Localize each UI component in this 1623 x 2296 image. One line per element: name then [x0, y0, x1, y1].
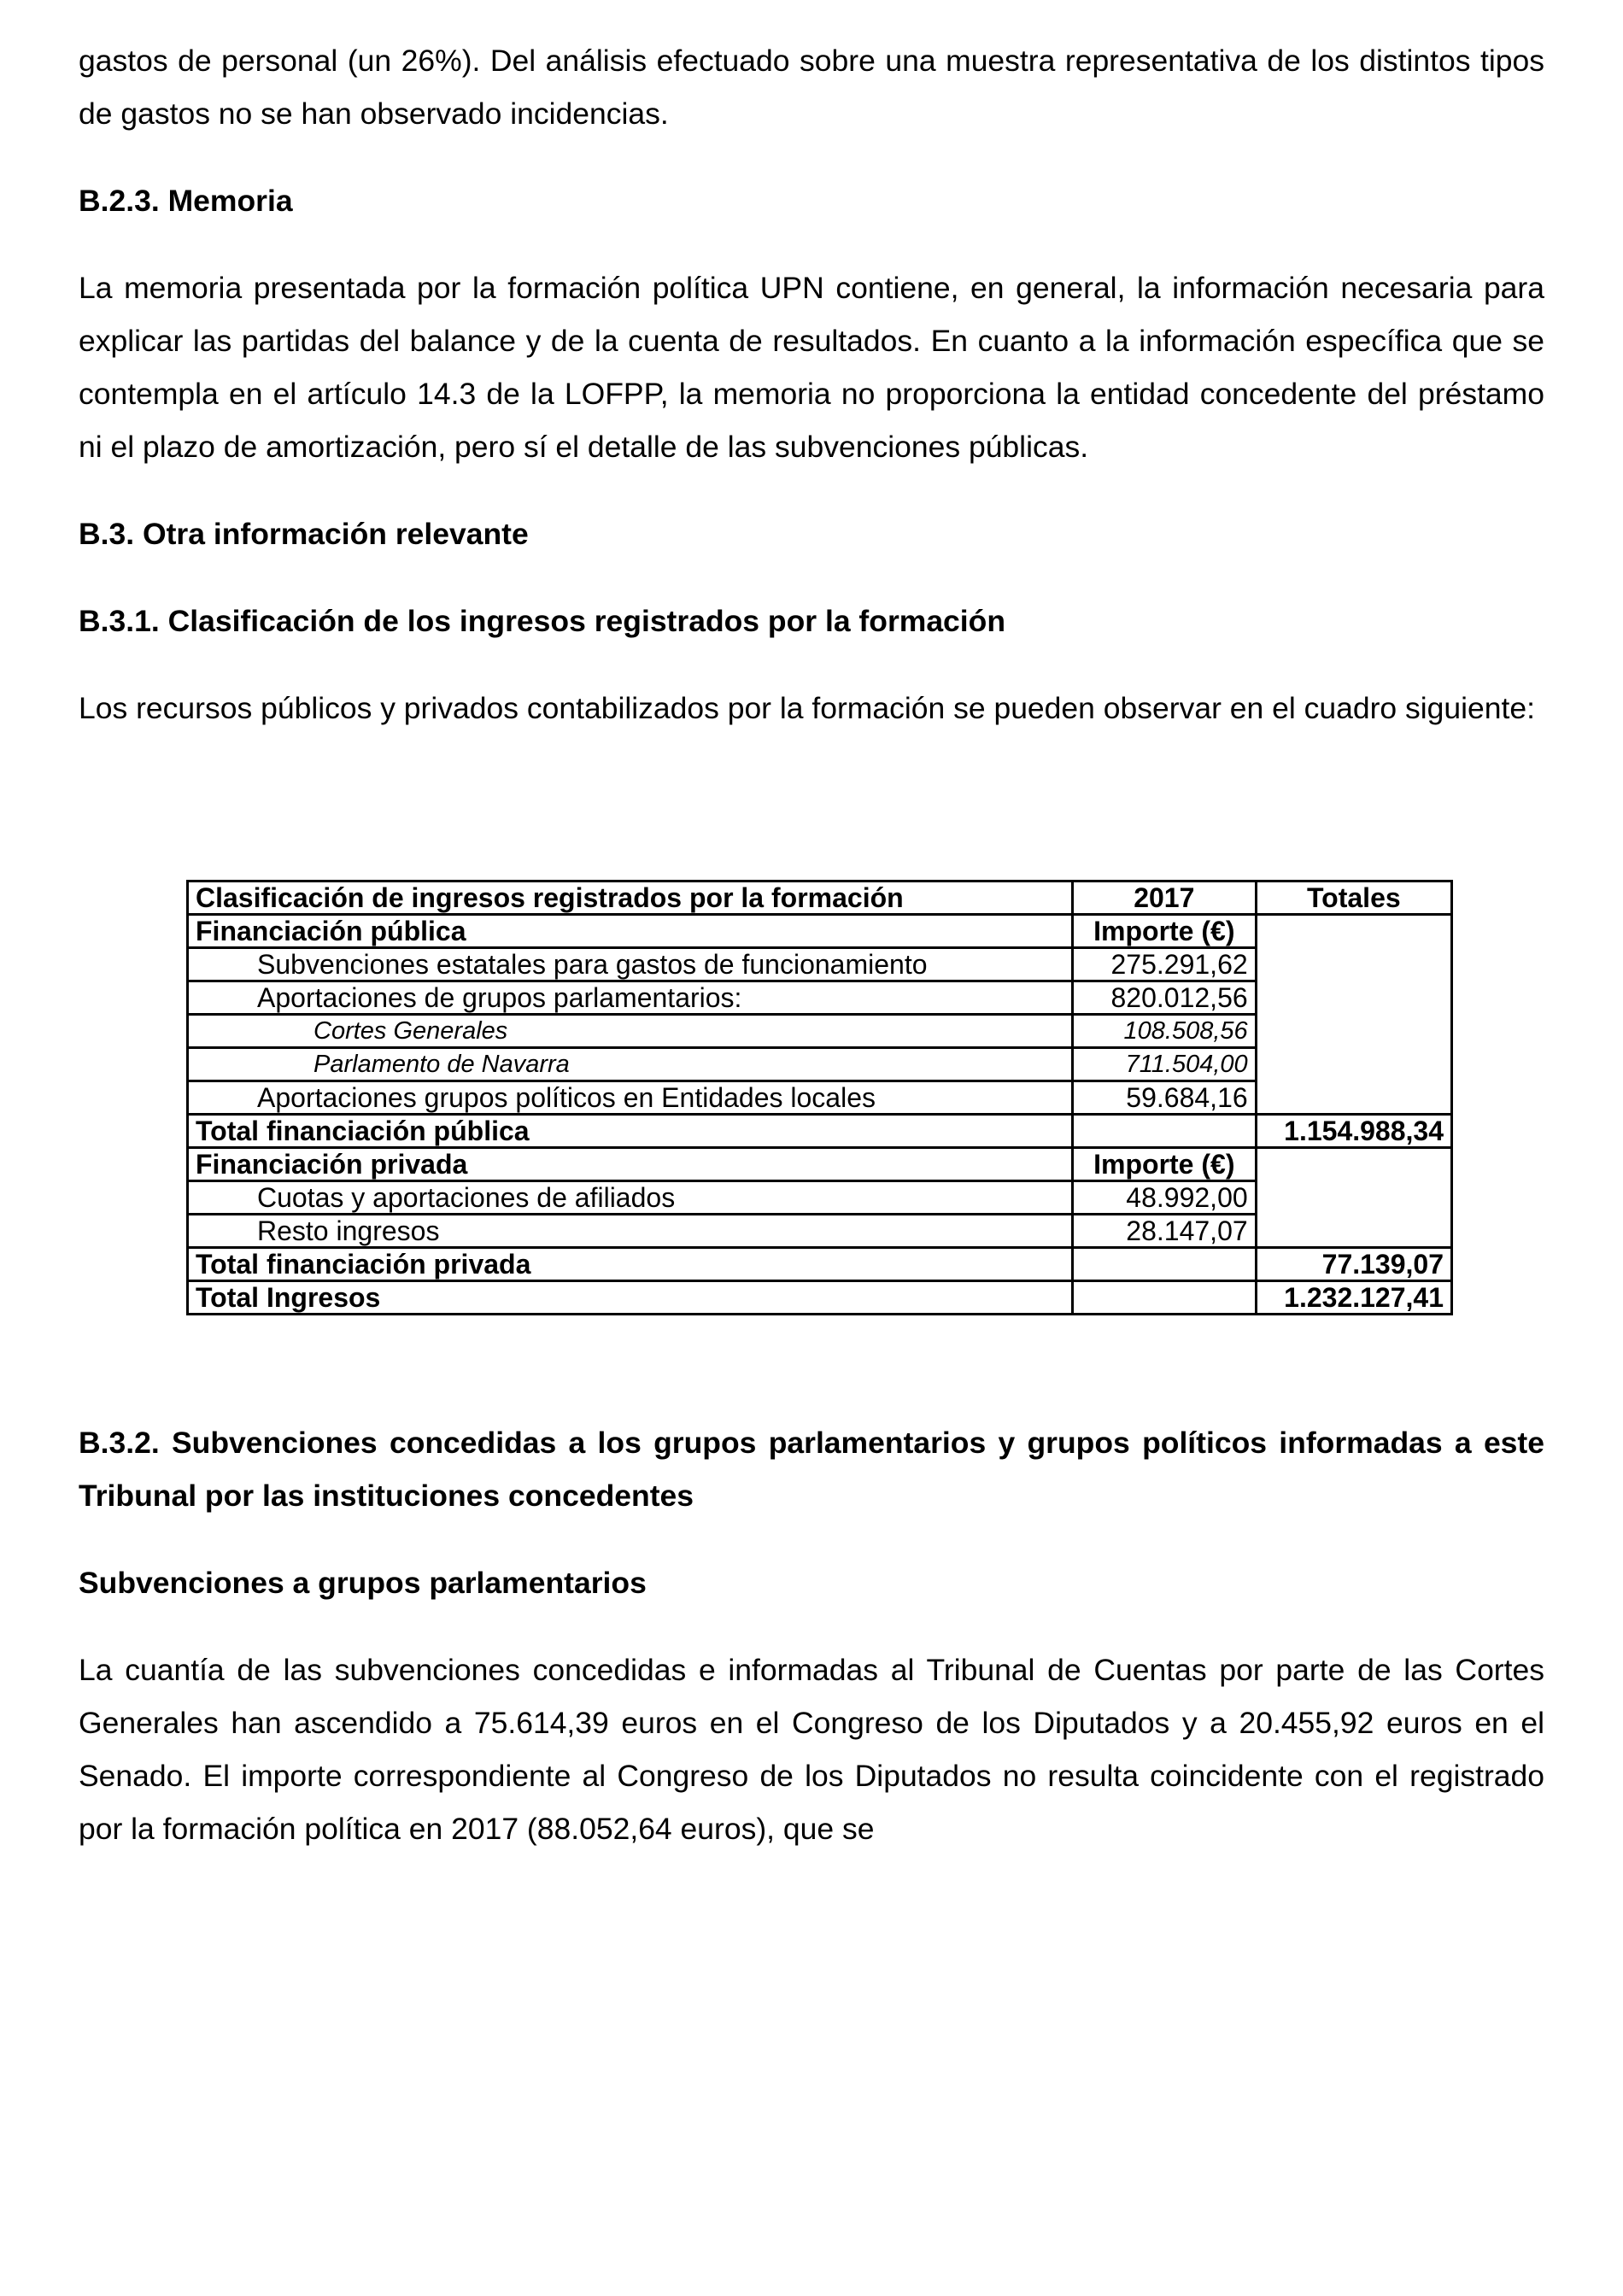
table-cell: Total Ingresos [188, 1281, 1073, 1315]
table-cell: 59.684,16 [1072, 1081, 1256, 1115]
table-cell [1072, 1248, 1256, 1281]
table-cell: Cortes Generales [188, 1015, 1073, 1048]
table-header-cell: 2017 [1072, 882, 1256, 915]
paragraph-subvenciones: La cuantía de las subvenciones concedidas e informadas al Tribunal de Cuentas por parte de las Cortes Generales han ascendido a 75.614,39 euros en el Congreso de los Diputados y a 20.455,92 euros en el Senado. El importe correspondiente al Congreso de los Diputados no resulta coincidente con el registrado por la formación política en 2017 (88.052,64 euros), que se [79, 1653, 1544, 1846]
table-header-cell: Clasificación de ingresos registrados por la formación [188, 882, 1073, 915]
table-cell: 711.504,00 [1072, 1048, 1256, 1081]
ingresos-table-wrapper [186, 880, 1453, 1315]
page-body-lower [79, 1416, 1544, 1855]
table-row-total [188, 1115, 1452, 1148]
page-body [79, 34, 1544, 735]
table-header-row [188, 882, 1452, 915]
paragraph-clasificacion: Los recursos públicos y privados contabilizados por la formación se pueden observar en el cuadro siguiente: [79, 691, 1535, 725]
table-cell: Subvenciones estatales para gastos de funcionamiento [188, 948, 1073, 981]
table-row [188, 1148, 1452, 1181]
table-row-total [188, 1281, 1452, 1315]
table-cell: 1.232.127,41 [1256, 1281, 1451, 1315]
heading-clasificacion: B.3.1. Clasificación de los ingresos registrados por la formación [79, 604, 1006, 638]
heading-otra-informacion: B.3. Otra información relevante [79, 517, 529, 551]
table-cell: 1.154.988,34 [1256, 1115, 1451, 1148]
table-cell [1072, 1115, 1256, 1148]
table-row [188, 915, 1452, 948]
table-cell: Financiación pública [188, 915, 1073, 948]
table-cell: Aportaciones grupos políticos en Entidades locales [188, 1081, 1073, 1115]
table-cell: Importe (€) [1072, 915, 1256, 948]
heading-subvenciones-grupos: Subvenciones a grupos parlamentarios [79, 1566, 647, 1600]
table-cell-empty [1256, 915, 1451, 1115]
heading-memoria: B.2.3. Memoria [79, 184, 293, 218]
table-header-cell: Totales [1256, 882, 1451, 915]
heading-subvenciones: B.3.2. Subvenciones concedidas a los grupos parlamentarios y grupos políticos informadas a este Tribunal por las instituciones concedentes [79, 1426, 1544, 1513]
table-cell: 77.139,07 [1256, 1248, 1451, 1281]
table-cell: Aportaciones de grupos parlamentarios: [188, 981, 1073, 1015]
table-cell: 275.291,62 [1072, 948, 1256, 981]
table-cell: Parlamento de Navarra [188, 1048, 1073, 1081]
table-cell: Financiación privada [188, 1148, 1073, 1181]
ingresos-table [186, 880, 1453, 1315]
table-cell: 48.992,00 [1072, 1181, 1256, 1215]
paragraph-memoria: La memoria presentada por la formación política UPN contiene, en general, la información necesaria para explicar las partidas del balance y de la cuenta de resultados. En cuanto a la información específica que se contempla en el artículo 14.3 de la LOFPP, la memoria no proporciona la entidad concedente del préstamo ni el plazo de amortización, pero sí el detalle de las subvenciones públicas. [79, 271, 1544, 464]
table-cell-empty [1256, 1148, 1451, 1248]
table-cell: 28.147,07 [1072, 1215, 1256, 1248]
table-row-total [188, 1248, 1452, 1281]
table-cell: Resto ingresos [188, 1215, 1073, 1248]
table-cell: Total financiación pública [188, 1115, 1073, 1148]
table-cell: Importe (€) [1072, 1148, 1256, 1181]
table-cell: 820.012,56 [1072, 981, 1256, 1015]
paragraph-gastos: gastos de personal (un 26%). Del análisis efectuado sobre una muestra representativa de los distintos tipos de gastos no se han observado incidencias. [79, 44, 1544, 131]
table-cell [1072, 1281, 1256, 1315]
table-cell: 108.508,56 [1072, 1015, 1256, 1048]
table-cell: Cuotas y aportaciones de afiliados [188, 1181, 1073, 1215]
table-cell: Total financiación privada [188, 1248, 1073, 1281]
